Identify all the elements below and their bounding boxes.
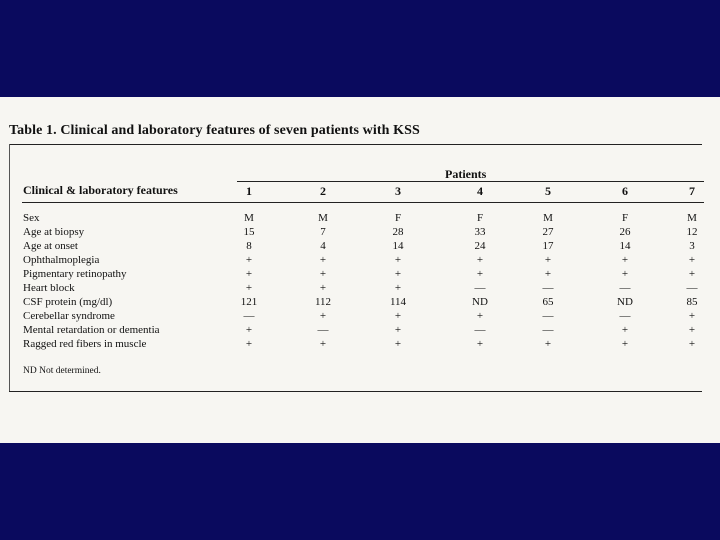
patient-column-header: 3 (395, 184, 401, 198)
table-caption: Table 1. Clinical and laboratory features of seven patients with KSS (9, 123, 420, 138)
table-cell: + (394, 324, 402, 336)
table-cell: — (619, 282, 631, 294)
table-cell: ND (617, 296, 633, 308)
row-label: Cerebellar syndrome (23, 310, 115, 322)
row-label: Sex (23, 212, 40, 224)
table-cell: 33 (474, 226, 486, 238)
row-label: Age at onset (23, 240, 78, 252)
table-cell: 14 (392, 240, 404, 252)
row-label: Ophthalmoplegia (23, 254, 100, 266)
table-cell: + (544, 268, 552, 280)
table-cell: 7 (320, 226, 326, 238)
table-cell: + (394, 338, 402, 350)
table-cell: M (244, 212, 254, 224)
row-label: Ragged red fibers in muscle (23, 338, 147, 350)
table-cell: + (245, 324, 253, 336)
table-cell: M (318, 212, 328, 224)
table-cell: + (688, 310, 696, 322)
table-cell: + (319, 268, 327, 280)
table-cell: + (544, 254, 552, 266)
table-cell: 3 (689, 240, 695, 252)
table-cell: + (621, 324, 629, 336)
table-cell: — (542, 282, 554, 294)
row-label: Age at biopsy (23, 226, 85, 238)
table-cell: F (476, 212, 484, 224)
table-cell: + (394, 254, 402, 266)
patient-column-header: 1 (246, 184, 252, 198)
table-cell: + (621, 338, 629, 350)
table-cell: + (319, 282, 327, 294)
row-label: Mental retardation or dementia (23, 324, 160, 336)
table-cell: F (621, 212, 629, 224)
table-cell: + (319, 254, 327, 266)
table-cell: 114 (389, 296, 407, 308)
table-cell: + (621, 268, 629, 280)
table-cell: + (476, 338, 484, 350)
table-cell: 14 (619, 240, 631, 252)
table-cell: + (544, 338, 552, 350)
table-bottom-rule (9, 391, 702, 392)
table-cell: + (394, 268, 402, 280)
table-cell: 28 (392, 226, 404, 238)
table-cell: + (245, 254, 253, 266)
table-cell: — (243, 310, 255, 322)
table-left-rule (9, 144, 10, 392)
table-cell: 4 (320, 240, 326, 252)
table-cell: ND (472, 296, 488, 308)
table-cell: 15 (243, 226, 255, 238)
table-cell: + (476, 268, 484, 280)
table-cell: + (688, 338, 696, 350)
table-cell: 85 (686, 296, 698, 308)
table-cell: — (542, 310, 554, 322)
row-label: Pigmentary retinopathy (23, 268, 127, 280)
features-column-heading: Clinical & laboratory features (23, 183, 178, 197)
row-label: CSF protein (mg/dl) (23, 296, 113, 308)
table-top-rule (9, 144, 702, 145)
scanned-table-page (0, 97, 720, 443)
table-cell: 27 (542, 226, 554, 238)
table-cell: 24 (474, 240, 486, 252)
table-cell: — (317, 324, 329, 336)
table-cell: + (688, 254, 696, 266)
table-cell: + (688, 268, 696, 280)
table-cell: 12 (686, 226, 698, 238)
table-cell: — (619, 310, 631, 322)
table-cell: 26 (619, 226, 631, 238)
patient-column-header: 5 (545, 184, 551, 198)
table-cell: 65 (542, 296, 554, 308)
table-cell: — (474, 324, 486, 336)
table-cell: + (688, 324, 696, 336)
table-cell: F (394, 212, 402, 224)
table-cell: 17 (542, 240, 554, 252)
table-cell: + (394, 310, 402, 322)
table-cell: 112 (314, 296, 332, 308)
patient-column-header: 7 (689, 184, 695, 198)
table-cell: M (687, 212, 697, 224)
table-cell: — (542, 324, 554, 336)
table-cell: + (245, 268, 253, 280)
table-cell: + (319, 338, 327, 350)
table-cell: + (476, 254, 484, 266)
table-cell: + (245, 338, 253, 350)
patients-heading: Patients (445, 167, 487, 181)
table-cell: — (686, 282, 698, 294)
patient-column-header: 2 (320, 184, 326, 198)
table-cell: 8 (246, 240, 252, 252)
row-label: Heart block (23, 282, 75, 294)
table-cell: + (476, 310, 484, 322)
patients-span-rule (237, 181, 704, 182)
patient-column-header: 4 (477, 184, 483, 198)
table-footnote: ND Not determined. (23, 366, 101, 376)
table-cell: + (621, 254, 629, 266)
table-cell: + (245, 282, 253, 294)
patient-column-header: 6 (622, 184, 628, 198)
table-cell: + (319, 310, 327, 322)
table-cell: 121 (240, 296, 258, 308)
table-cell: M (543, 212, 553, 224)
table-cell: + (394, 282, 402, 294)
table-cell: — (474, 282, 486, 294)
header-rule (22, 202, 704, 203)
